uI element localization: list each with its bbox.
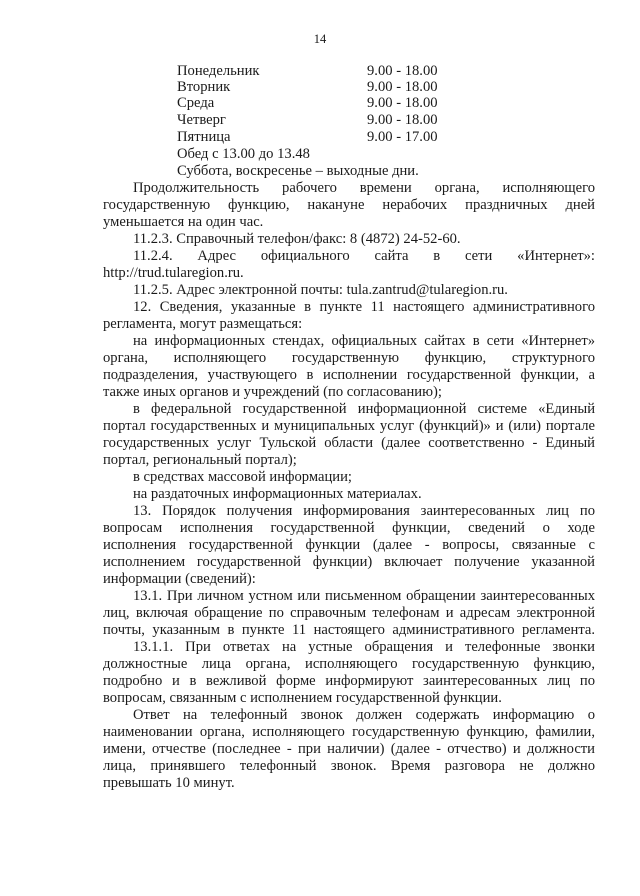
text-line: Продолжительность рабочего времени органа, исполняющего (133, 180, 595, 196)
text-line: подразделения, участвующего в исполнении государственной функции, а (103, 367, 595, 383)
schedule-time: 9.00 - 18.00 (367, 95, 438, 111)
schedule-day: Четверг (177, 112, 226, 128)
text-line: Ответ на телефонный звонок должен содержать информацию о (133, 707, 595, 723)
text-line: лиц, включая обращение по справочным телефонам и адресам электронной (103, 605, 595, 621)
schedule-row (177, 129, 477, 146)
text-line: государственных услуг Тульской области (далее соответственно - Единый (103, 435, 595, 451)
text-line: подробно и в вежливой форме информируют заинтересованных лиц по (103, 673, 595, 689)
weekend-line: Суббота, воскресенье – выходные дни. (177, 163, 419, 179)
text-line: государственную функцию, накануне нерабочих праздничных дней (103, 197, 595, 213)
text-line: уменьшается на один час. (103, 214, 264, 230)
text-line: лица, принявшего телефонный звонок. Время разговора не должно (103, 758, 595, 774)
text-line: исполнения государственной функции (далее - вопросы, связанные с (103, 537, 595, 553)
text-line: исполнением государственной функции) включает получение указанной (103, 554, 595, 570)
schedule-time: 9.00 - 17.00 (367, 129, 438, 145)
text-line: в федеральной государственной информационной системе «Единый (133, 401, 595, 417)
schedule-day: Понедельник (177, 63, 260, 79)
text-line: 13. Порядок получения информирования заинтересованных лиц по (133, 503, 595, 519)
text-line: 13.1.1. При ответах на устные обращения и телефонные звонки (133, 639, 595, 655)
schedule-row (177, 63, 477, 80)
lunch-break-line: Обед с 13.00 до 13.48 (177, 146, 310, 162)
text-line: на информационных стендах, официальных сайтах в сети «Интернет» (133, 333, 595, 349)
text-line: почты, указанным в пункте 11 настоящего административного регламента. (103, 622, 595, 638)
text-line: http://trud.tularegion.ru. (103, 265, 244, 281)
page-number: 14 (313, 32, 327, 46)
text-line: наименовании органа, исполняющего государственную функцию, фамилии, (103, 724, 595, 740)
text-line: на раздаточных информационных материалах. (133, 486, 422, 502)
text-line: 11.2.3. Справочный телефон/факс: 8 (4872) 24-52-60. (133, 231, 461, 247)
schedule-time: 9.00 - 18.00 (367, 63, 438, 79)
text-line: 12. Сведения, указанные в пункте 11 настоящего административного (133, 299, 595, 315)
schedule-day: Среда (177, 95, 215, 111)
text-line: 11.2.5. Адрес электронной почты: tula.zantrud@tularegion.ru. (133, 282, 508, 298)
text-line: информации (сведений): (103, 571, 256, 587)
schedule-day: Вторник (177, 79, 231, 95)
text-line: должностные лица органа, исполняющего государственную функцию, (103, 656, 595, 672)
text-line: органа, исполняющего государственную функцию, структурного (103, 350, 595, 366)
schedule-row (177, 112, 477, 129)
text-line: также иных органов и учреждений (по согласованию); (103, 384, 442, 400)
schedule-time: 9.00 - 18.00 (367, 79, 438, 95)
text-line: в средствах массовой информации; (133, 469, 352, 485)
text-line: регламента, могут размещаться: (103, 316, 303, 332)
text-line: превышать 10 минут. (103, 775, 235, 791)
text-line: 13.1. При личном устном или письменном обращении заинтересованных (133, 588, 595, 604)
schedule-row (177, 95, 477, 112)
text-line: 11.2.4. Адрес официального сайта в сети «Интернет»: (133, 248, 595, 264)
schedule-day: Пятница (177, 129, 231, 145)
text-line: портал, региональный портал); (103, 452, 297, 468)
schedule-time: 9.00 - 18.00 (367, 112, 438, 128)
text-line: вопросам, связанным с исполнением государственной функции. (103, 690, 502, 706)
text-line: вопросам исполнения государственной функции, сведений о ходе (103, 520, 595, 536)
text-line: имени, отчестве (последнее - при наличии) (далее - отчество) и должности (103, 741, 595, 757)
text-line: портал государственных и муниципальных услуг (функций)» и (или) портале (103, 418, 595, 434)
schedule-row (177, 79, 477, 96)
